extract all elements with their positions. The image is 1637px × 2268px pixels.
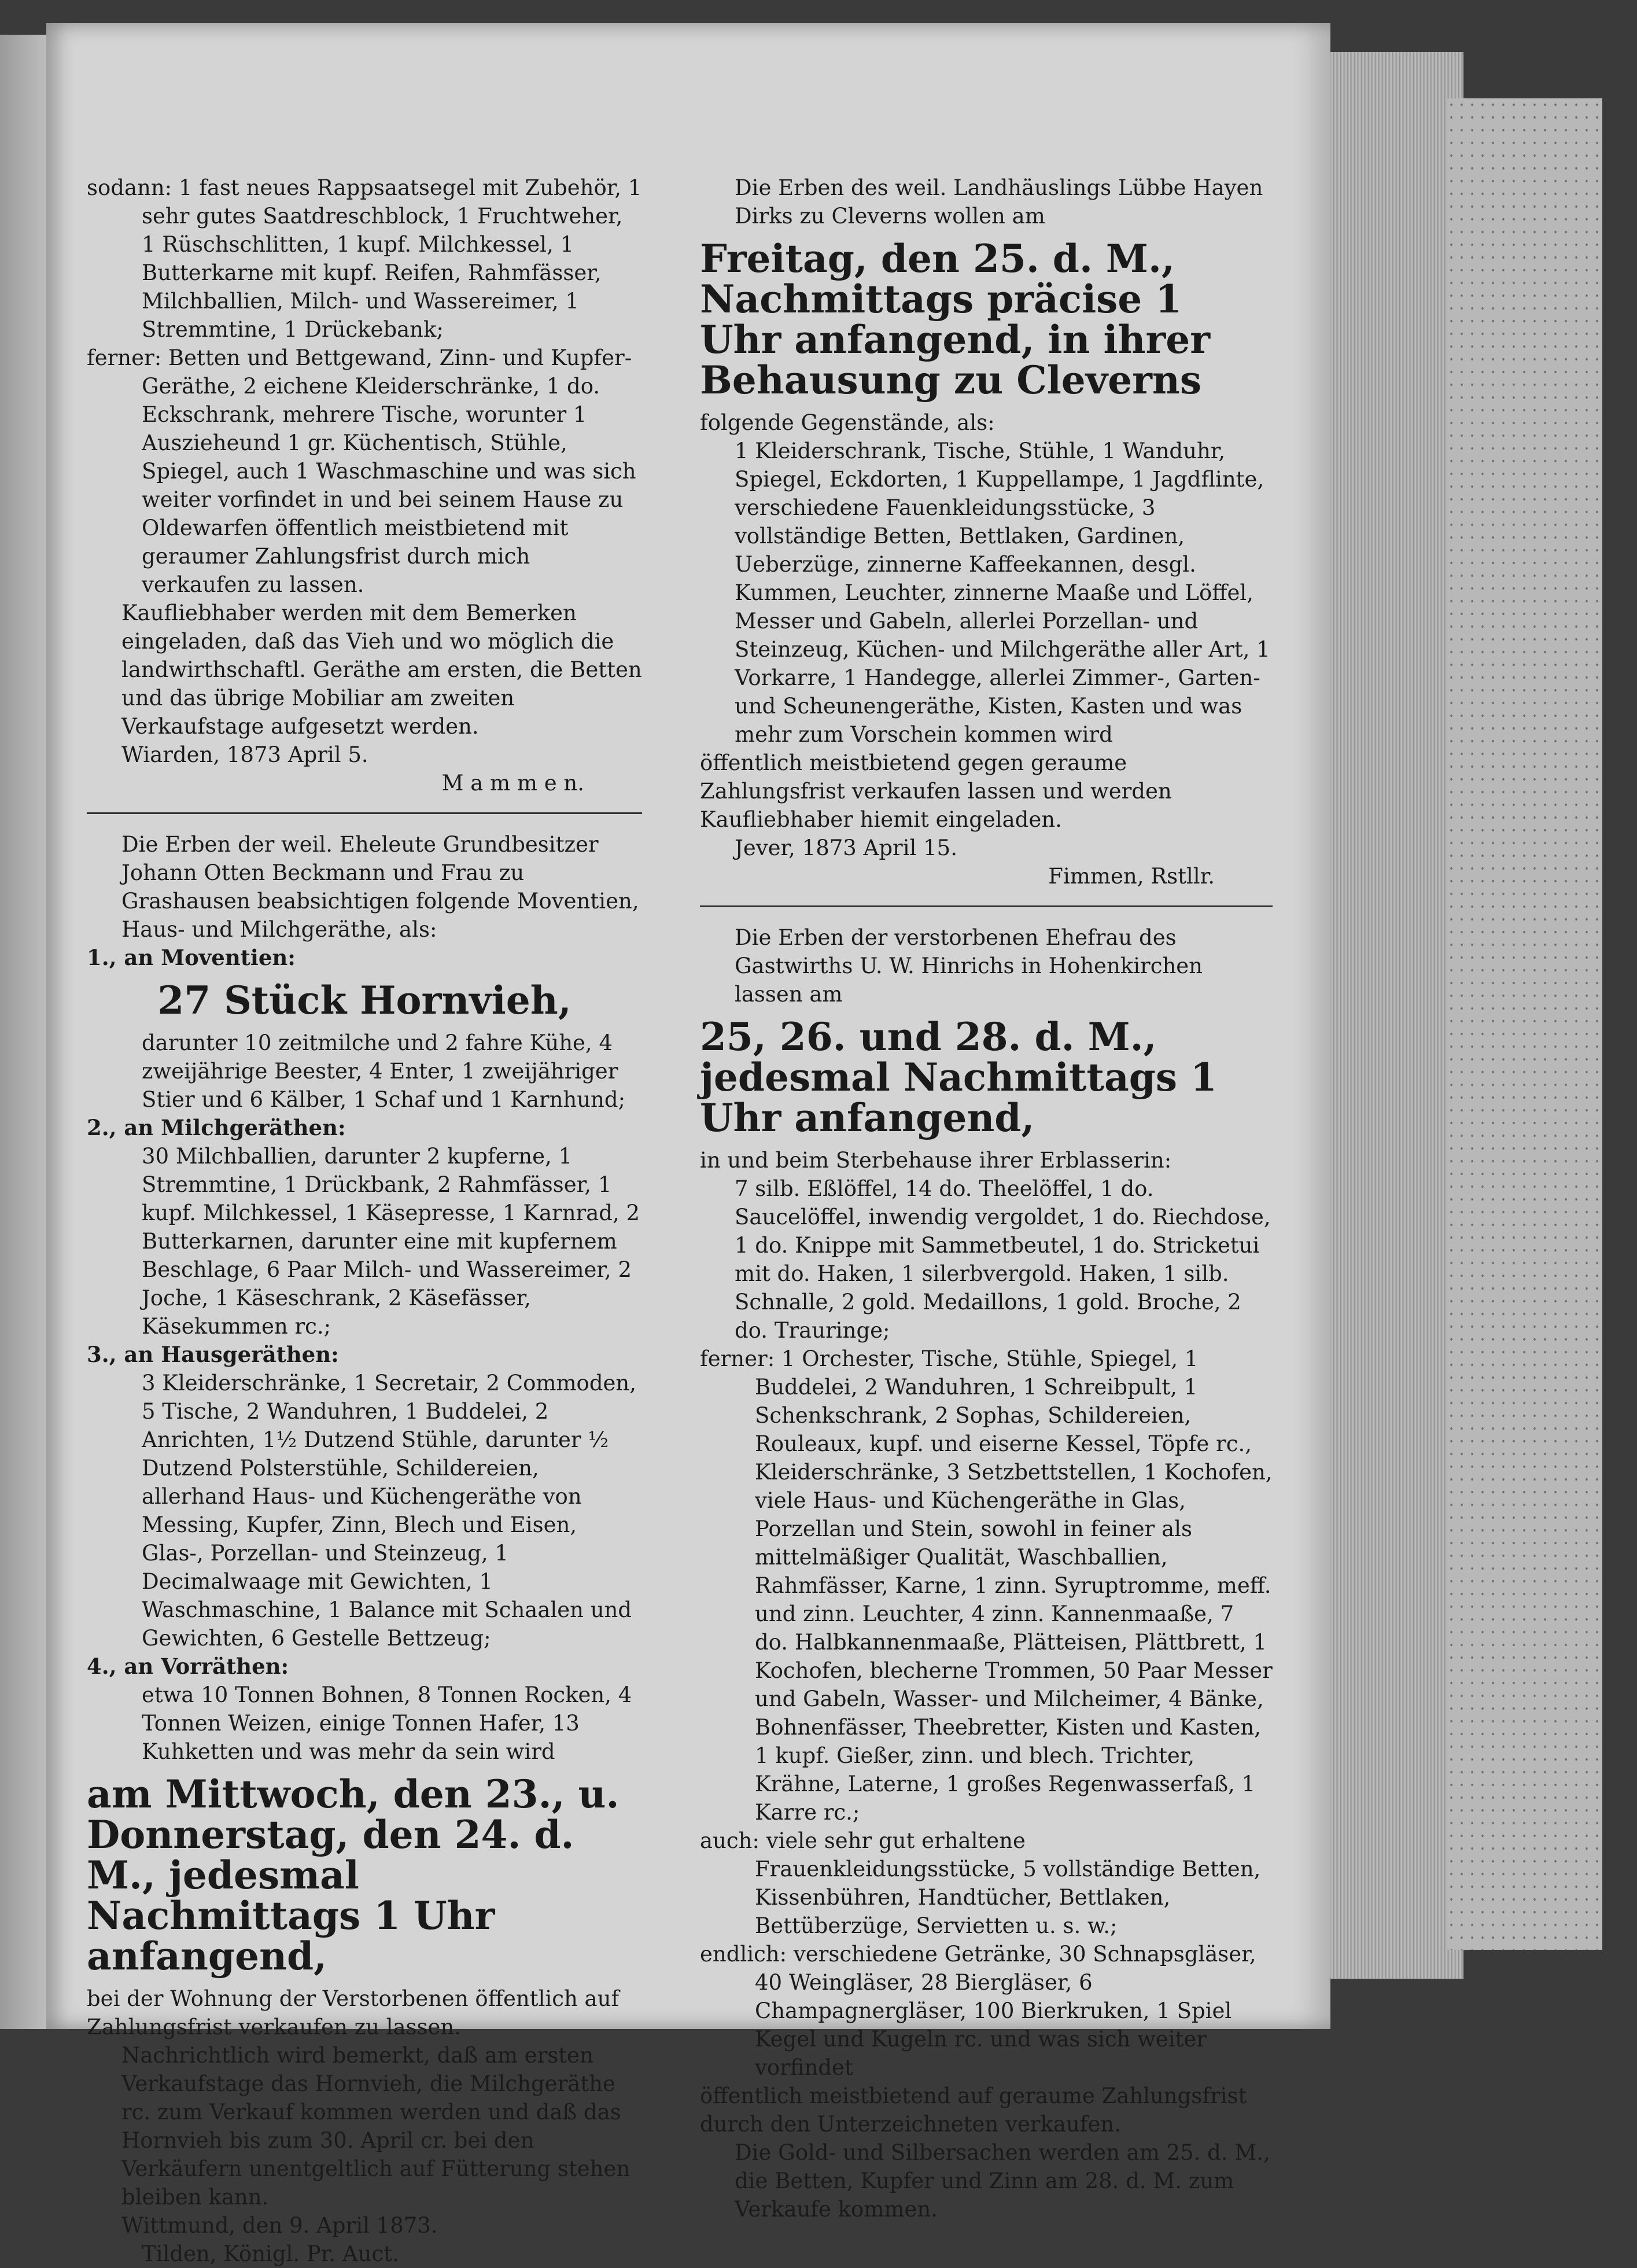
newspaper-page (46, 23, 1330, 2266)
ad2-moventien-text: darunter 10 zeitmilche und 2 fahre Kühe, 4 zweijährige Beester, 4 Enter, 1 zweijähriger Stier und 6 Kälber, 1 Schaf und 1 Karnhund; (142, 1030, 626, 1112)
ad1-ferner: ferner: Betten und Bettgewand, Zinn- und Kupfer-Geräthe, 2 eichene Kleiderschränke, 1 do. Eckschrank, mehrere Tische, worunter 1 Auszieheund 1 gr. Küchentisch, Stühle, Spiegel, auch 1 Waschmaschine und was sich weiter vorfindet in und bei seinem Hause zu Oldewarfen öffentlich meistbietend mit geraumer Zahlungsfrist durch mich verkaufen zu lassen. (87, 345, 636, 597)
ad3-date-headline: Freitag, den 25. d. M., Nachmittags präcise 1 Uhr anfangend, in ihrer Behausung zu Cleverns (700, 236, 1211, 403)
facing-page-edge (0, 35, 46, 2029)
ad2-date: Wittmund, den 9. April 1873. (121, 2213, 438, 2238)
ad2-signature: Tilden, Königl. Pr. Auct. (142, 2241, 399, 2266)
separator-rule (87, 812, 642, 814)
right-column (700, 174, 1273, 2223)
ad2-heading-vorraethe: 4., an Vorräthen: (87, 1654, 289, 1679)
ad3-sale: öffentlich meistbietend gegen geraume Zahlungsfrist verkaufen lassen und werden Kaufliebhaber hiemit eingeladen. (700, 750, 1172, 832)
page-edges (1330, 52, 1463, 1979)
ad2-hausgeraethe-text: 3 Kleiderschränke, 1 Secretair, 2 Commoden, 5 Tische, 2 Wanduhren, 1 Buddelei, 2 Anrichten, 1½ Dutzend Stühle, darunter ½ Dutzend Polsterstühle, Schildereien, allerhand Haus- und Küchengeräthe von Messing, Kupfer, Zinn, Blech und Eisen, Glas-, Porzellan- und Steinzeug, 1 Decimalwaage mit Gewichten, 1 Waschmaschine, 1 Balance mit Schaalen und Gewichten, 6 Gestelle Bettzeug; (142, 1371, 636, 1651)
ad4-items-silver: 7 silb. Eßlöffel, 14 do. Theelöffel, 1 do. Saucelöffel, inwendig vergoldet, 1 do. Riechdose, 1 do. Knippe mit Sammetbeutel, 1 do. Stricketui mit do. Haken, 1 silerbvergold. Haken, 1 silb. Schnalle, 2 gold. Medaillons, 1 gold. Broche, 2 do. Trauringe; (735, 1176, 1271, 1343)
ad2-heading-moventien: 1., an Moventien: (87, 945, 296, 970)
ad2-sale: bei der Wohnung der Verstorbenen öffentlich auf Zahlungsfrist verkaufen zu lassen. (87, 1986, 620, 2039)
ad2-milchgeraethe-text: 30 Milchballien, darunter 2 kupferne, 1 Stremmtine, 1 Drückbank, 2 Rahmfässer, 1 kupf. Milchkessel, 1 Käsepresse, 1 Karnrad, 2 Butterkarnen, darunter eine mit kupfernem Beschlage, 6 Paar Milch- und Wassereimer, 2 Joche, 1 Käseschrank, 2 Käsefässer, Käsekummen rc.; (142, 1144, 640, 1339)
left-column (87, 174, 642, 2268)
ad1-note: Kaufliebhaber werden mit dem Bemerken eingeladen, daß das Vieh und wo möglich die landwirthschaftl. Geräthe am ersten, die Betten und das übrige Mobiliar am zweiten Verkaufstage aufgesetzt werden. (121, 601, 642, 739)
ad3-intro: Die Erben des weil. Landhäuslings Lübbe Hayen Dirks zu Cleverns wollen am (735, 175, 1263, 229)
ad2-heading-hausgeraethe: 3., an Hausgeräthen: (87, 1342, 339, 1367)
ad2-heading-milchgeraethe: 2., an Milchgeräthen: (87, 1115, 346, 1140)
ad3-items: 1 Kleiderschrank, Tische, Stühle, 1 Wanduhr, Spiegel, Eckdorten, 1 Kuppellampe, 1 Jagdflinte, verschiedene Fauenkleidungsstücke, 3 vollständige Betten, Bettlaken, Gardinen, Ueberzüge, zinnerne Kaffeekannen, desgl. Kummen, Leuchter, zinnerne Maaße und Löffel, Messer und Gabeln, allerlei Porzellan- und Steinzeug, Küchen- und Milchgeräthe aller Art, 1 Vorkarre, 1 Handegge, allerlei Zimmer-, Garten- und Scheunengeräthe, Kisten, Kasten und was mehr zum Vorschein kommen wird (735, 439, 1270, 747)
ad3-signature: Fimmen, Rstllr. (1048, 864, 1215, 889)
ad4-location: in und beim Sterbehause ihrer Erblasserin: (700, 1148, 1172, 1173)
separator-rule (700, 905, 1273, 907)
ad1-sodann: sodann: 1 fast neues Rappsaatsegel mit Zubehör, 1 sehr gutes Saatdreschblock, 1 Fruchtweher, 1 Rüschschlitten, 1 kupf. Milchkessel, 1 Butterkarne mit kupf. Reifen, Rahmfässer, Milchballien, Milch- und Wassereimer, 1 Stremmtine, 1 Drückebank; (87, 175, 642, 342)
ad2-intro: Die Erben der weil. Eheleute Grundbesitzer Johann Otten Beckmann und Frau zu Grashausen beabsichtigen folgende Moventien, Haus- und Milchgeräthe, als: (121, 832, 639, 942)
ad2-date-headline: am Mittwoch, den 23., u. Donnerstag, den 24. d. M., jedesmal Nachmittags 1 Uhr anfangend, (87, 1772, 620, 1979)
ad2-headline: 27 Stück Hornvieh, (157, 978, 572, 1023)
book-cover (1446, 98, 1602, 1950)
ad4-note: Die Gold- und Silbersachen werden am 25. d. M., die Betten, Kupfer und Zinn am 28. d. M. zum Verkaufe kommen. (735, 2140, 1270, 2222)
ad1-signature: M a m m e n. (441, 771, 584, 796)
ad3-date: Jever, 1873 April 15. (735, 835, 957, 860)
ad3-items-intro: folgende Gegenstände, als: (700, 410, 995, 435)
ad4-endlich: endlich: verschiedene Getränke, 30 Schnapsgläser, 40 Weingläser, 28 Biergläser, 6 Champagnergläser, 100 Bierkruken, 1 Spiel Kegel und Kugeln rc. und was sich weiter vorfindet (700, 1942, 1256, 2080)
ad1-date: Wiarden, 1873 April 5. (121, 742, 368, 767)
ad4-ferner: ferner: 1 Orchester, Tische, Stühle, Spiegel, 1 Buddelei, 2 Wanduhren, 1 Schreibpult, 1 Schenkschrank, 2 Sophas, Schildereien, Rouleaux, kupf. und eiserne Kessel, Töpfe rc., Kleiderschränke, 3 Setzbettstellen, 1 Kochofen, viele Haus- und Küchengeräthe in Glas, Porzellan und Stein, sowohl in feiner als mittelmäßiger Qualität, Waschballien, Rahmfässer, Karne, 1 zinn. Syruptromme, meff. und zinn. Leuchter, 4 zinn. Kannenmaaße, 7 do. Halbkannenmaaße, Plätteisen, Plättbrett, 1 Kochofen, blecherne Trommen, 50 Paar Messer und Gabeln, Wasser- und Milcheimer, 4 Bänke, Bohnenfässer, Theebretter, Kisten und Kasten, 1 kupf. Gießer, zinn. und blech. Trichter, Krähne, Laterne, 1 großes Regenwasserfaß, 1 Karre rc.; (700, 1346, 1273, 1825)
ad4-sale: öffentlich meistbietend auf geraume Zahlungsfrist durch den Unterzeichneten verkaufen. (700, 2083, 1247, 2137)
ad4-intro: Die Erben der verstorbenen Ehefrau des Gastwirths U. W. Hinrichs in Hohenkirchen lassen am (735, 925, 1203, 1007)
ad4-date-headline: 25, 26. und 28. d. M., jedesmal Nachmittags 1 Uhr anfangend, (700, 1014, 1217, 1140)
ad2-vorraethe-text: etwa 10 Tonnen Bohnen, 8 Tonnen Rocken, 4 Tonnen Weizen, einige Tonnen Hafer, 13 Kuhketten und was mehr da sein wird (142, 1682, 632, 1764)
ad4-auch: auch: viele sehr gut erhaltene Frauenkleidungsstücke, 5 vollständige Betten, Kissenbühren, Handtücher, Bettlaken, Bettüberzüge, Servietten u. s. w.; (700, 1828, 1261, 1938)
ad2-note: Nachrichtlich wird bemerkt, daß am ersten Verkaufstage das Hornvieh, die Milchgeräthe rc. zum Verkauf kommen werden und daß das Hornvieh bis zum 30. April cr. bei den Verkäufern unentgeltlich auf Fütterung stehen bleiben kann. (121, 2043, 631, 2210)
